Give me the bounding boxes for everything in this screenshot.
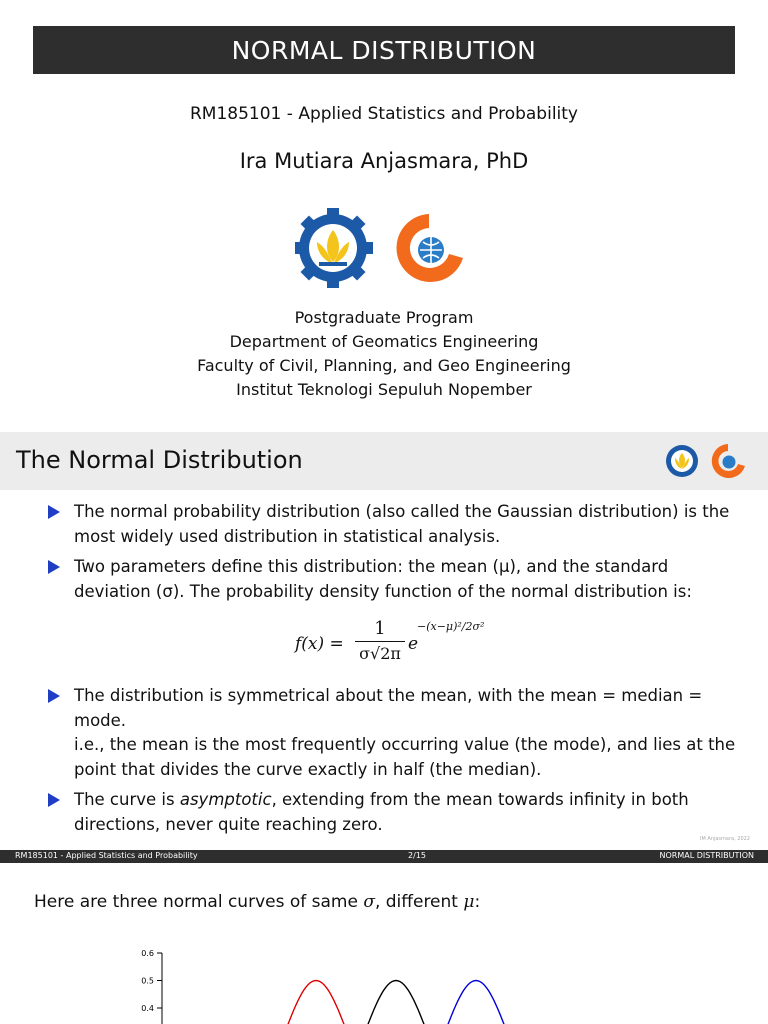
institution-logos <box>295 208 475 288</box>
bullet-triangle-icon <box>48 793 60 807</box>
sigma-symbol: σ <box>363 892 375 912</box>
mu-symbol: μ <box>463 892 475 912</box>
formula-lhs: f(x) = <box>295 634 344 654</box>
bullet-continuation: i.e., the mean is the most frequently occurring value (the mode), and lies at the point that divides the curve exactly in half (the median). <box>74 735 736 779</box>
course-name: RM185101 - Applied Statistics and Probability <box>190 104 578 124</box>
bullet-text: The distribution is symmetrical about the mean, with the mean = median = mode. <box>74 686 703 730</box>
footer-title: NORMAL DISTRIBUTION <box>659 851 754 860</box>
bullet-item <box>48 684 748 782</box>
affiliation-line: Institut Teknologi Sepuluh Nopember <box>236 380 532 399</box>
formula-exponent: −(x−μ)²/2σ² <box>417 620 485 633</box>
normal-curve-line <box>368 981 424 1024</box>
intro-colon: : <box>474 892 481 912</box>
slide-footer <box>0 850 768 863</box>
bullet-text: Two parameters define this distribution: the mean (μ), and the standard deviation (σ). The probability density function of the normal distribution is: <box>74 557 692 601</box>
bullet-triangle-icon <box>48 560 60 574</box>
bullet-text: The curve is <box>74 790 180 809</box>
affiliation-line: Postgraduate Program <box>294 308 474 327</box>
y-tick-label: 0.4 <box>141 1004 154 1013</box>
formula-fraction <box>355 618 405 663</box>
affiliation-line: Faculty of Civil, Planning, and Geo Engineering <box>197 356 571 375</box>
slide-title: The Normal Distribution <box>16 446 303 474</box>
geomatics-logo-icon <box>397 214 463 282</box>
footer-page-number: 2/15 <box>408 851 426 860</box>
intro-text: Here are three normal curves of same <box>34 892 364 912</box>
geomatics-logo-icon <box>712 444 745 478</box>
fraction-bar <box>355 641 405 642</box>
slide-header <box>0 432 768 490</box>
footer-course: RM185101 - Applied Statistics and Probability <box>15 851 198 860</box>
slide-normal-distribution <box>0 432 768 850</box>
bullet-item <box>48 788 748 837</box>
normal-curve-line <box>288 981 344 1024</box>
formula-numerator: 1 <box>374 618 386 639</box>
bullet-text: , extending from the mean towards infinity in both directions, never quite reaching zero. <box>74 790 689 834</box>
bullet-triangle-icon <box>48 505 60 519</box>
its-gear-logo-icon <box>666 445 698 477</box>
watermark: IM Anjasmara, 2022 <box>700 836 750 842</box>
its-gear-logo-icon <box>295 208 373 288</box>
presentation-title: NORMAL DISTRIBUTION <box>231 35 537 65</box>
slide3-intro <box>34 892 480 912</box>
normal-curve-line <box>448 981 504 1024</box>
bullet-item <box>48 555 748 604</box>
institution-logos-small <box>660 440 752 482</box>
normal-curves-chart <box>120 940 660 1024</box>
title-bar <box>33 26 735 74</box>
emphasis-text: asymptotic <box>179 790 272 809</box>
y-tick-label: 0.6 <box>141 949 154 958</box>
intro-text-middle: , different <box>374 892 464 912</box>
author-name: Ira Mutiara Anjasmara, PhD <box>239 149 529 173</box>
formula-denominator: σ√2π <box>359 644 401 663</box>
bullet-triangle-icon <box>48 689 60 703</box>
affiliation-block <box>0 306 768 402</box>
y-tick-label: 0.5 <box>141 976 154 986</box>
affiliation-line: Department of Geomatics Engineering <box>229 332 539 351</box>
bullet-item <box>48 500 748 549</box>
formula-base: e <box>408 634 419 654</box>
bullet-text: The normal probability distribution (also called the Gaussian distribution) is the most widely used distribution in statistical analysis. <box>74 502 730 546</box>
pdf-formula <box>290 618 530 674</box>
